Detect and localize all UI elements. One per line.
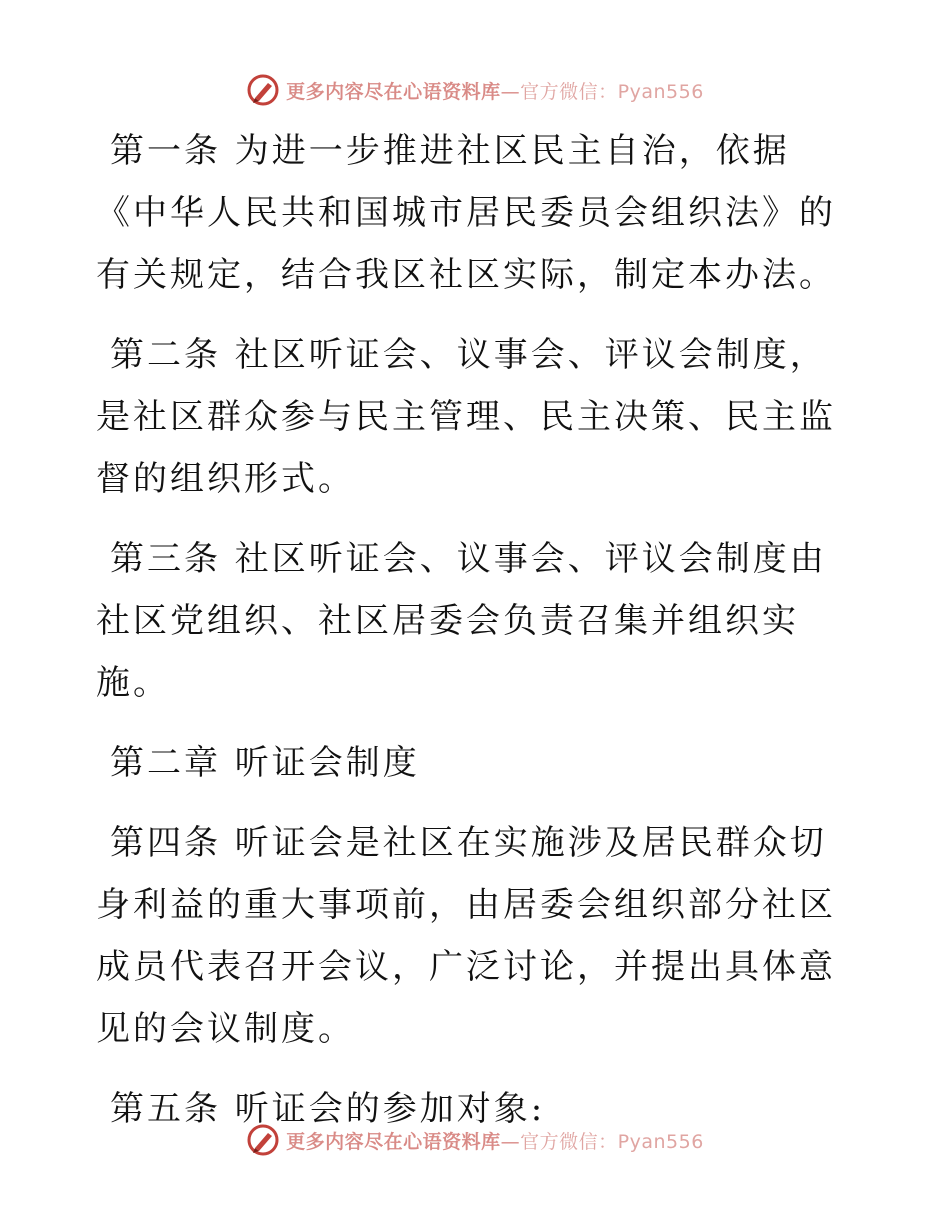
document-body [96,120,856,1158]
article-3: 第三条 社区听证会、议事会、评议会制度由社区党组织、社区居委会负责召集并组织实施。 [96,539,827,703]
watermark-footer [0,1120,950,1160]
chapter-heading: 第二章 听证会制度 [110,743,420,783]
article-5: 第五条 听证会的参加对象: [110,1089,546,1129]
watermark-text: 更多内容尽在心语资料库—官方微信：Pyan556 [286,1130,704,1153]
article-1: 第一条 为进一步推进社区民主自治，依据《中华人民共和国城市居民委员会组织法》的有关规定，结合我区社区实际，制定本办法。 [96,131,836,295]
pen-logo-icon [246,73,280,107]
article-4: 第四条 听证会是社区在实施涉及居民群众切身利益的重大事项前，由居委会组织部分社区成员代表召开会议，广泛讨论，并提出具体意见的会议制度。 [96,823,836,1049]
article-2: 第二条 社区听证会、议事会、评议会制度，是社区群众参与民主管理、民主决策、民主监督的组织形式。 [96,335,836,499]
watermark-header [0,70,950,110]
pen-logo-icon [246,1123,280,1157]
watermark-text: 更多内容尽在心语资料库—官方微信：Pyan556 [286,80,704,103]
